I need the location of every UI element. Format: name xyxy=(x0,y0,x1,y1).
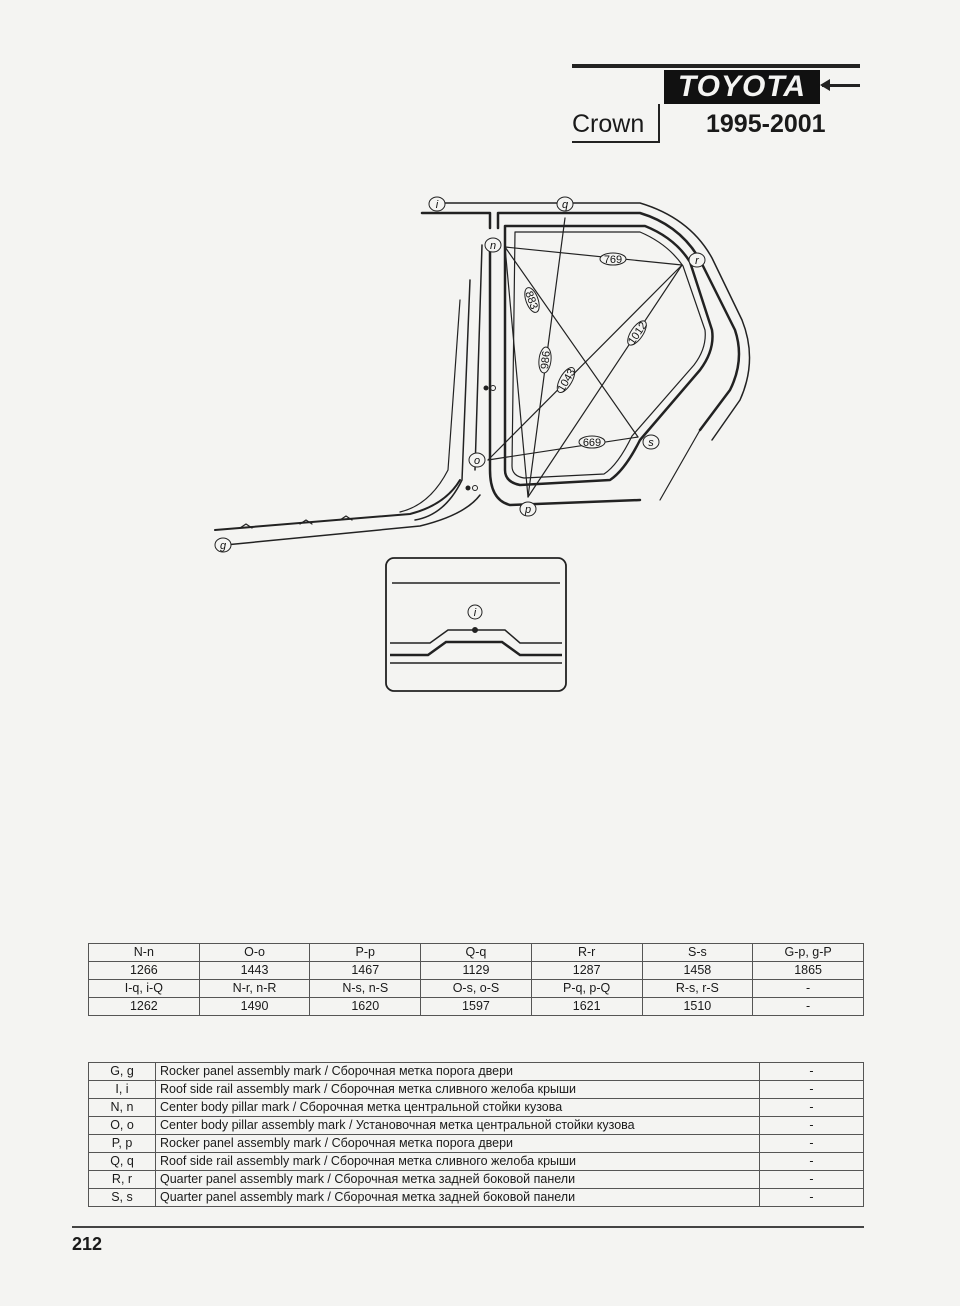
table-cell: 1510 xyxy=(642,998,753,1016)
legend-row xyxy=(89,1171,864,1189)
legend-val: - xyxy=(760,1063,864,1081)
table-cell: 1262 xyxy=(89,998,200,1016)
legend-row xyxy=(89,1081,864,1099)
table-cell: 1458 xyxy=(642,962,753,980)
table-cell: 1467 xyxy=(310,962,421,980)
dim-769: 769 xyxy=(603,254,623,266)
table-row xyxy=(89,980,864,998)
legend-val: - xyxy=(760,1117,864,1135)
table-row xyxy=(89,944,864,962)
table-cell: 1287 xyxy=(531,962,642,980)
legend-desc: Quarter panel assembly mark / Сборочная метка задней боковой панели xyxy=(156,1189,760,1207)
legend-key: R, r xyxy=(89,1171,156,1189)
table-cell: 1129 xyxy=(421,962,532,980)
inset-label-i: i xyxy=(473,607,477,619)
model-years: 1995-2001 xyxy=(706,110,826,138)
dimensions-table xyxy=(88,943,864,1016)
legend-desc: Quarter panel assembly mark / Сборочная метка задней боковой панели xyxy=(156,1171,760,1189)
legend-key: S, s xyxy=(89,1189,156,1207)
table-cell: 1443 xyxy=(199,962,310,980)
brand-logo: TOYOTA xyxy=(664,70,820,104)
point-label-o: o xyxy=(473,455,481,467)
point-label-g: g xyxy=(219,540,227,552)
legend-row xyxy=(89,1117,864,1135)
point-label-s: s xyxy=(648,437,654,449)
legend-key: O, o xyxy=(89,1117,156,1135)
table-cell: 1620 xyxy=(310,998,421,1016)
dim-1012: 1012 xyxy=(626,320,650,348)
table-cell: G-p, g-P xyxy=(753,944,864,962)
inset-detail xyxy=(386,558,566,691)
legend-desc: Rocker panel assembly mark / Сборочная метка порога двери xyxy=(156,1135,760,1153)
dim-883: 883 xyxy=(522,289,540,312)
table-cell: - xyxy=(753,980,864,998)
legend-desc: Rocker panel assembly mark / Сборочная метка порога двери xyxy=(156,1063,760,1081)
legend-table xyxy=(88,1062,864,1207)
page-number: 212 xyxy=(72,1234,103,1254)
legend-val: - xyxy=(760,1189,864,1207)
table-cell: O-s, o-S xyxy=(421,980,532,998)
legend-row xyxy=(89,1189,864,1207)
legend-key: G, g xyxy=(89,1063,156,1081)
legend-desc: Center body pillar assembly mark / Установочная метка центральной стойки кузова xyxy=(156,1117,760,1135)
table-cell: N-r, n-R xyxy=(199,980,310,998)
table-cell: 1597 xyxy=(421,998,532,1016)
table-cell: - xyxy=(753,998,864,1016)
table-cell: N-n xyxy=(89,944,200,962)
table-cell: 1266 xyxy=(89,962,200,980)
legend-val: - xyxy=(760,1099,864,1117)
legend-key: I, i xyxy=(89,1081,156,1099)
table-cell: 1621 xyxy=(531,998,642,1016)
point-label-r: r xyxy=(695,255,699,267)
table-cell: R-r xyxy=(531,944,642,962)
legend-row xyxy=(89,1099,864,1117)
table-cell: 1865 xyxy=(753,962,864,980)
table-cell: R-s, r-S xyxy=(642,980,753,998)
table-row xyxy=(89,998,864,1016)
table-cell: I-q, i-Q xyxy=(89,980,200,998)
point-label-q: q xyxy=(561,199,569,211)
legend-row xyxy=(89,1063,864,1081)
table-cell: P-p xyxy=(310,944,421,962)
point-label-n: n xyxy=(489,240,497,252)
legend-val: - xyxy=(760,1171,864,1189)
table-cell: 1490 xyxy=(199,998,310,1016)
legend-desc: Roof side rail assembly mark / Сборочная метка сливного желоба крыши xyxy=(156,1081,760,1099)
dim-669: 669 xyxy=(582,437,602,449)
legend-val: - xyxy=(760,1081,864,1099)
table-cell: Q-q xyxy=(421,944,532,962)
point-label-p: p xyxy=(524,504,532,516)
legend-key: P, p xyxy=(89,1135,156,1153)
legend-key: N, n xyxy=(89,1099,156,1117)
legend-row xyxy=(89,1153,864,1171)
table-cell: S-s xyxy=(642,944,753,962)
table-cell: O-o xyxy=(199,944,310,962)
bottom-rule xyxy=(72,1226,864,1228)
legend-desc: Roof side rail assembly mark / Сборочная метка сливного желоба крыши xyxy=(156,1153,760,1171)
legend-key: Q, q xyxy=(89,1153,156,1171)
table-row xyxy=(89,962,864,980)
legend-desc: Center body pillar mark / Сборочная метка центральной стойки кузова xyxy=(156,1099,760,1117)
model-name: Crown xyxy=(572,110,645,138)
point-label-i: i xyxy=(435,199,439,211)
dim-1043: 1043 xyxy=(555,366,579,395)
table-cell: N-s, n-S xyxy=(310,980,421,998)
legend-val: - xyxy=(760,1153,864,1171)
legend-val: - xyxy=(760,1135,864,1153)
legend-row xyxy=(89,1135,864,1153)
dim-986: 986 xyxy=(539,350,553,370)
table-cell: P-q, p-Q xyxy=(531,980,642,998)
